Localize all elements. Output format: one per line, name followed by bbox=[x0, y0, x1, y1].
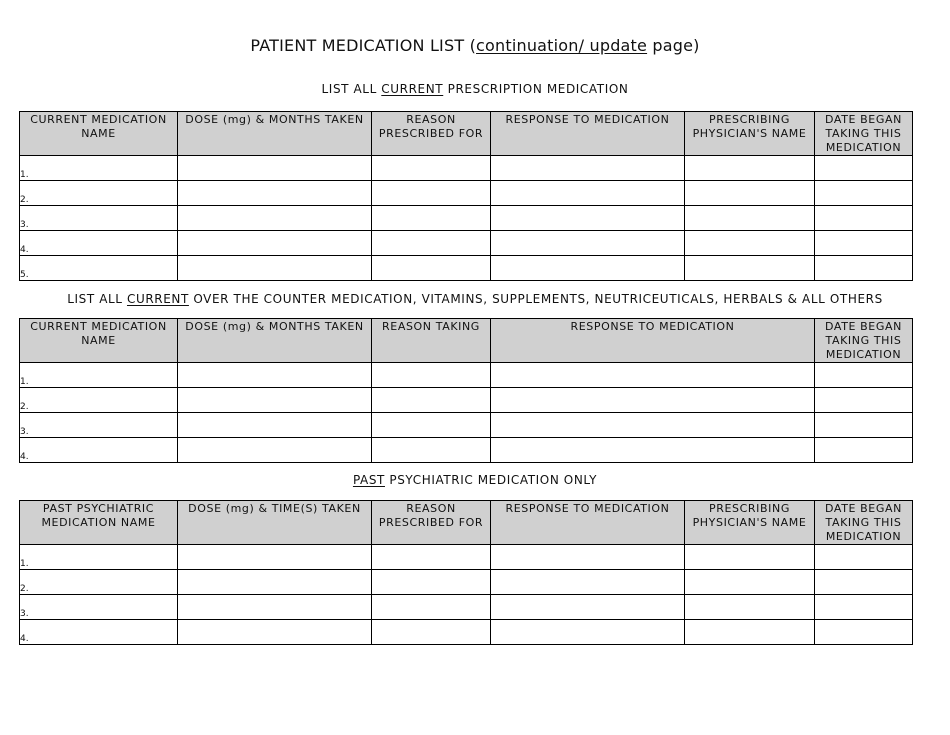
col-header: DATE BEGAN TAKING THIS MEDICATION bbox=[815, 319, 913, 363]
col-header: PRESCRIBING PHYSICIAN'S NAME bbox=[685, 112, 815, 156]
title-main: PATIENT MEDICATION LIST ( bbox=[250, 36, 477, 55]
response-cell[interactable] bbox=[491, 620, 685, 645]
table-row bbox=[20, 545, 913, 570]
table-row bbox=[20, 156, 913, 181]
dose-cell[interactable] bbox=[178, 206, 372, 231]
table-row bbox=[20, 206, 913, 231]
medication-name-cell[interactable]: 1. bbox=[20, 363, 178, 388]
response-cell[interactable] bbox=[491, 595, 685, 620]
date-cell[interactable] bbox=[815, 363, 913, 388]
col-header: PRESCRIBING PHYSICIAN'S NAME bbox=[685, 501, 815, 545]
reason-cell[interactable] bbox=[372, 363, 491, 388]
reason-cell[interactable] bbox=[372, 620, 491, 645]
table-header-row bbox=[20, 319, 913, 363]
date-cell[interactable] bbox=[815, 181, 913, 206]
reason-cell[interactable] bbox=[372, 181, 491, 206]
title-underlined: continuation/ update bbox=[476, 36, 648, 55]
reason-cell[interactable] bbox=[372, 570, 491, 595]
response-cell[interactable] bbox=[491, 156, 685, 181]
dose-cell[interactable] bbox=[178, 156, 372, 181]
table-row bbox=[20, 413, 913, 438]
reason-cell[interactable] bbox=[372, 156, 491, 181]
reason-cell[interactable] bbox=[372, 231, 491, 256]
date-cell[interactable] bbox=[815, 156, 913, 181]
reason-cell[interactable] bbox=[372, 388, 491, 413]
dose-cell[interactable] bbox=[178, 181, 372, 206]
medication-name-cell[interactable]: 2. bbox=[20, 181, 178, 206]
col-header: CURRENT MEDICATION NAME bbox=[20, 319, 178, 363]
date-cell[interactable] bbox=[815, 231, 913, 256]
col-header: REASON TAKING bbox=[372, 319, 491, 363]
section3-heading-post: PSYCHIATRIC MEDICATION ONLY bbox=[384, 473, 598, 487]
col-header: REASON PRESCRIBED FOR bbox=[372, 112, 491, 156]
table-row bbox=[20, 256, 913, 281]
date-cell[interactable] bbox=[815, 570, 913, 595]
physician-cell[interactable] bbox=[685, 156, 815, 181]
response-cell[interactable] bbox=[491, 363, 815, 388]
page-title bbox=[0, 36, 950, 55]
prescription-medication-table bbox=[19, 111, 913, 281]
response-cell[interactable] bbox=[491, 545, 685, 570]
physician-cell[interactable] bbox=[685, 620, 815, 645]
physician-cell[interactable] bbox=[685, 595, 815, 620]
dose-cell[interactable] bbox=[178, 545, 372, 570]
medication-name-cell[interactable]: 2. bbox=[20, 570, 178, 595]
medication-name-cell[interactable]: 4. bbox=[20, 620, 178, 645]
physician-cell[interactable] bbox=[685, 181, 815, 206]
physician-cell[interactable] bbox=[685, 545, 815, 570]
dose-cell[interactable] bbox=[178, 231, 372, 256]
section1-heading-underlined: CURRENT bbox=[381, 82, 444, 96]
col-header: DOSE (mg) & MONTHS TAKEN bbox=[178, 112, 372, 156]
response-cell[interactable] bbox=[491, 206, 685, 231]
reason-cell[interactable] bbox=[372, 545, 491, 570]
response-cell[interactable] bbox=[491, 231, 685, 256]
section2-heading-underlined: CURRENT bbox=[126, 292, 189, 306]
date-cell[interactable] bbox=[815, 438, 913, 463]
section3-heading bbox=[0, 473, 950, 487]
section1-heading bbox=[0, 82, 950, 96]
col-header: RESPONSE TO MEDICATION bbox=[491, 319, 815, 363]
date-cell[interactable] bbox=[815, 388, 913, 413]
date-cell[interactable] bbox=[815, 545, 913, 570]
table-row bbox=[20, 595, 913, 620]
reason-cell[interactable] bbox=[372, 438, 491, 463]
response-cell[interactable] bbox=[491, 438, 815, 463]
medication-name-cell[interactable]: 1. bbox=[20, 545, 178, 570]
col-header: DATE BEGAN TAKING THIS MEDICATION bbox=[815, 112, 913, 156]
dose-cell[interactable] bbox=[178, 388, 372, 413]
response-cell[interactable] bbox=[491, 570, 685, 595]
section2-heading-post: OVER THE COUNTER MEDICATION, VITAMINS, SUPPLEMENTS, NEUTRICEUTICALS, HERBALS & ALL OTHERS bbox=[188, 292, 883, 306]
physician-cell[interactable] bbox=[685, 570, 815, 595]
col-header: DATE BEGAN TAKING THIS MEDICATION bbox=[815, 501, 913, 545]
date-cell[interactable] bbox=[815, 206, 913, 231]
medication-name-cell[interactable]: 3. bbox=[20, 595, 178, 620]
section2-heading bbox=[0, 292, 950, 306]
title-tail: page) bbox=[647, 36, 700, 55]
dose-cell[interactable] bbox=[178, 256, 372, 281]
response-cell[interactable] bbox=[491, 388, 815, 413]
dose-cell[interactable] bbox=[178, 413, 372, 438]
past-psychiatric-medication-table bbox=[19, 500, 913, 645]
table-row bbox=[20, 363, 913, 388]
reason-cell[interactable] bbox=[372, 595, 491, 620]
date-cell[interactable] bbox=[815, 595, 913, 620]
col-header: RESPONSE TO MEDICATION bbox=[491, 112, 685, 156]
col-header: REASON PRESCRIBED FOR bbox=[372, 501, 491, 545]
medication-name-cell[interactable]: 2. bbox=[20, 388, 178, 413]
medication-name-cell[interactable]: 4. bbox=[20, 231, 178, 256]
section2-heading-pre: LIST ALL bbox=[67, 292, 127, 306]
dose-cell[interactable] bbox=[178, 620, 372, 645]
date-cell[interactable] bbox=[815, 620, 913, 645]
section1-heading-post: PRESCRIPTION MEDICATION bbox=[443, 82, 629, 96]
medication-name-cell[interactable]: 5. bbox=[20, 256, 178, 281]
reason-cell[interactable] bbox=[372, 413, 491, 438]
section3-heading-underlined: PAST bbox=[352, 473, 385, 487]
dose-cell[interactable] bbox=[178, 438, 372, 463]
physician-cell[interactable] bbox=[685, 206, 815, 231]
physician-cell[interactable] bbox=[685, 256, 815, 281]
col-header: DOSE (mg) & TIME(S) TAKEN bbox=[178, 501, 372, 545]
medication-name-cell[interactable]: 3. bbox=[20, 206, 178, 231]
medication-name-cell[interactable]: 4. bbox=[20, 438, 178, 463]
dose-cell[interactable] bbox=[178, 363, 372, 388]
col-header: CURRENT MEDICATION NAME bbox=[20, 112, 178, 156]
otc-medication-table bbox=[19, 318, 913, 463]
response-cell[interactable] bbox=[491, 256, 685, 281]
table-row bbox=[20, 620, 913, 645]
section1-heading-pre: LIST ALL bbox=[321, 82, 382, 96]
dose-cell[interactable] bbox=[178, 595, 372, 620]
table-row bbox=[20, 231, 913, 256]
reason-cell[interactable] bbox=[372, 206, 491, 231]
table-row bbox=[20, 438, 913, 463]
table-row bbox=[20, 570, 913, 595]
date-cell[interactable] bbox=[815, 256, 913, 281]
physician-cell[interactable] bbox=[685, 231, 815, 256]
medication-name-cell[interactable]: 1. bbox=[20, 156, 178, 181]
response-cell[interactable] bbox=[491, 413, 815, 438]
table-row bbox=[20, 181, 913, 206]
table-header-row bbox=[20, 501, 913, 545]
reason-cell[interactable] bbox=[372, 256, 491, 281]
medication-name-cell[interactable]: 3. bbox=[20, 413, 178, 438]
col-header: DOSE (mg) & MONTHS TAKEN bbox=[178, 319, 372, 363]
table-row bbox=[20, 388, 913, 413]
dose-cell[interactable] bbox=[178, 570, 372, 595]
col-header: PAST PSYCHIATRIC MEDICATION NAME bbox=[20, 501, 178, 545]
date-cell[interactable] bbox=[815, 413, 913, 438]
table-header-row bbox=[20, 112, 913, 156]
col-header: RESPONSE TO MEDICATION bbox=[491, 501, 685, 545]
response-cell[interactable] bbox=[491, 181, 685, 206]
